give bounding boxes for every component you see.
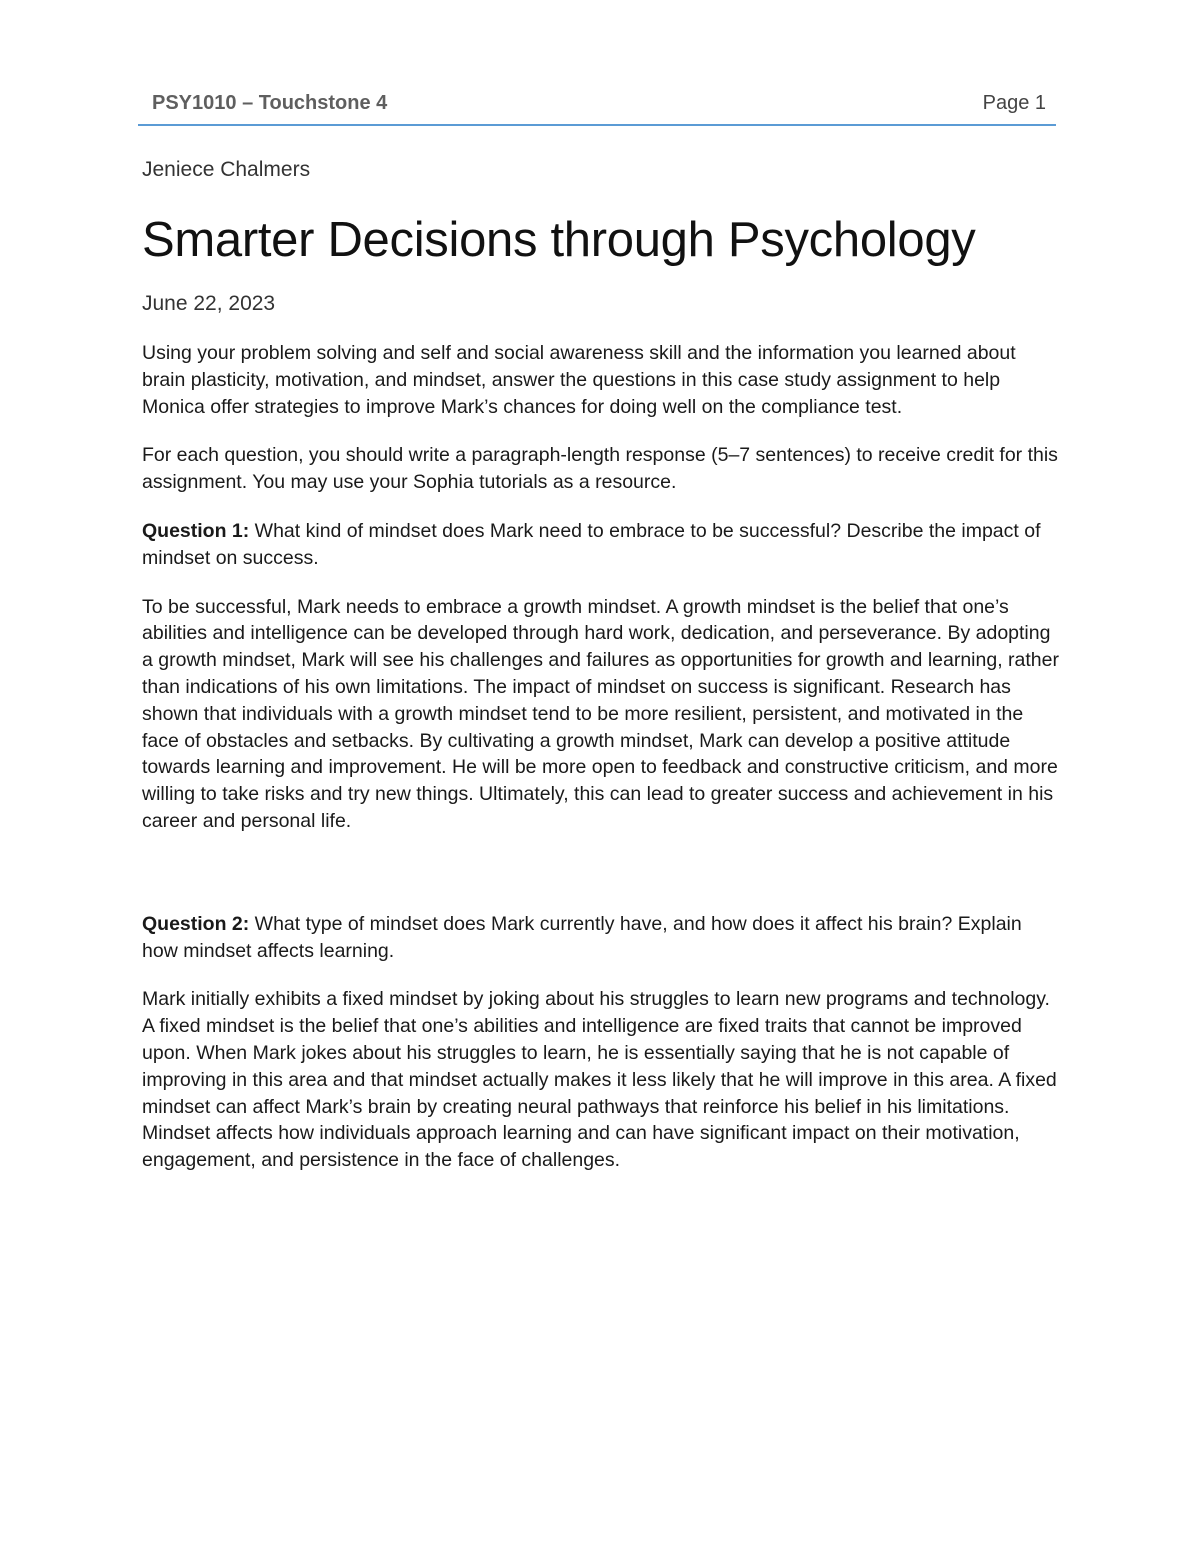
question-2 xyxy=(142,911,1062,965)
document-title: Smarter Decisions through Psychology xyxy=(142,213,976,267)
course-title: PSY1010 – Touchstone 4 xyxy=(152,92,388,114)
question-1-label: Question 1: xyxy=(142,519,250,542)
document-date: June 22, 2023 xyxy=(142,292,276,315)
page-number: Page 1 xyxy=(982,92,1046,114)
question-2-prompt: What type of mindset does Mark currently have, and how does it affect his brain? Explain how mindset affects learning. xyxy=(142,912,1022,962)
intro-paragraph: Using your problem solving and self and social awareness skill and the information you learned about brain plasticity, motivation, and mindset, answer the questions in this case study assignment to help Monica offer strategies to improve Mark’s chances for doing well on the compliance test. xyxy=(142,342,1016,418)
page-header xyxy=(138,88,1056,126)
answer-1: To be successful, Mark needs to embrace a growth mindset. A growth mindset is the belief that one’s abilities and intelligence can be developed through hard work, dedication, and perseverance. By adopting a growth mindset, Mark will see his challenges and failures as opportunities for growth and learning, rather than indications of his own limitations. The impact of mindset on success is significant. Research has shown that individuals with a growth mindset tend to be more resilient, persistent, and motivated in the face of obstacles and setbacks. By cultivating a growth mindset, Mark can develop a positive attitude towards learning and improvement. He will be more open to feedback and constructive criticism, and more willing to take risks and try new things. Ultimately, this can lead to greater success and achievement in his career and personal life. xyxy=(142,595,1059,832)
question-1 xyxy=(142,518,1062,572)
question-1-prompt: What kind of mindset does Mark need to embrace to be successful? Describe the impact of mindset on success. xyxy=(142,519,1041,569)
instructions-paragraph: For each question, you should write a paragraph-length response (5–7 sentences) to receive credit for this assignment. You may use your Sophia tutorials as a resource. xyxy=(142,444,1058,494)
author-name: Jeniece Chalmers xyxy=(142,158,311,181)
answer-2: Mark initially exhibits a fixed mindset by joking about his struggles to learn new programs and technology. A fixed mindset is the belief that one’s abilities and intelligence are fixed traits that cannot be improved upon. When Mark jokes about his struggles to learn, he is essentially saying that he is not capable of improving in this area and that mindset actually makes it less likely that he will improve in this area. A fixed mindset can affect Mark’s brain by creating neural pathways that reinforce his belief in his limitations. Mindset affects how individuals approach learning and can have significant impact on their motivation, engagement, and persistence in the face of challenges. xyxy=(142,988,1057,1172)
document-body xyxy=(142,156,1062,1196)
question-2-label: Question 2: xyxy=(142,912,250,935)
